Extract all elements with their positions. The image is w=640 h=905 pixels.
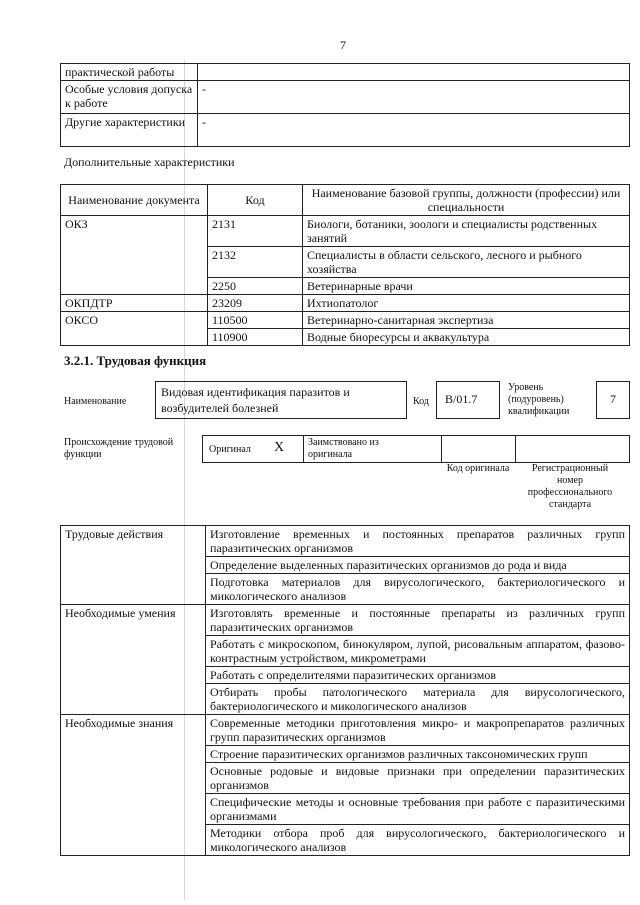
- table-row: [61, 715, 630, 746]
- code-original-caption: Код оригинала: [446, 463, 510, 474]
- page-number: 7: [340, 38, 346, 52]
- cell-code: 23209: [208, 295, 303, 312]
- additional-title: Дополнительные характеристики: [64, 155, 235, 169]
- row-value: [198, 64, 630, 81]
- header-doc: Наименование документа: [61, 185, 208, 216]
- function-name: Видовая идентификация паразитов и возбудителей болезней: [161, 385, 350, 415]
- cell-name: Биологи, ботаники, зоологи и специалисты родственных занятий: [303, 216, 630, 247]
- code-box: [436, 381, 500, 419]
- table-row: [61, 605, 630, 636]
- top-characteristics-table: [60, 63, 630, 147]
- cell-name: Ихтиопатолог: [303, 295, 630, 312]
- original-label: Оригинал: [209, 444, 251, 455]
- group-label: Необходимые умения: [61, 605, 206, 715]
- cell-name: Ветеринарные врачи: [303, 278, 630, 295]
- cell-name: Ветеринарно-санитарная экспертиза: [303, 312, 630, 329]
- table-row: [61, 312, 630, 329]
- cell-name: Водные биоресурсы и аквакультура: [303, 329, 630, 346]
- row-value: -: [198, 114, 630, 147]
- list-item: Работать с определителями паразитических организмов: [206, 667, 630, 684]
- table-row: [61, 114, 630, 147]
- header-name: Наименование базовой группы, должности (профессии) или специальности: [303, 185, 630, 216]
- level-label: Уровень (подуровень) квалификации: [508, 382, 570, 417]
- origin-box: [202, 435, 630, 463]
- function-name-box: [155, 381, 407, 419]
- list-item: Специфические методы и основные требования при работе с паразитическими организмами: [206, 794, 630, 825]
- table-row: [61, 216, 630, 247]
- table-row: [61, 81, 630, 114]
- list-item: Основные родовые и видовые признаки при определении паразитических организмов: [206, 763, 630, 794]
- list-item: Современные методики приготовления микро- и макропрепаратов различных групп паразитических организмов: [206, 715, 630, 746]
- cell-code: 2250: [208, 278, 303, 295]
- cell-doc: ОКЗ: [61, 216, 208, 295]
- cell-code: 110500: [208, 312, 303, 329]
- list-item: Определение выделенных паразитических организмов до рода и вида: [206, 557, 630, 574]
- row-label: Другие характеристики: [61, 114, 198, 147]
- list-item: Методики отбора проб для вирусологического, бактериологического и микологического анализов: [206, 825, 630, 856]
- origin-divider: [515, 436, 516, 462]
- row-value: -: [198, 81, 630, 114]
- borrowed-label: Заимствовано из оригинала: [308, 437, 379, 460]
- list-item: Изготовлять временные и постоянные препараты из различных групп паразитических организмов: [206, 605, 630, 636]
- origin-divider: [303, 436, 304, 462]
- original-mark: X: [274, 440, 285, 455]
- cell-code: 2132: [208, 247, 303, 278]
- table-header-row: [61, 185, 630, 216]
- section-title: 3.2.1. Трудовая функция: [64, 353, 207, 368]
- row-label: практической работы: [61, 64, 198, 81]
- group-label: Необходимые знания: [61, 715, 206, 856]
- list-item: Строение паразитических организмов различных таксономических групп: [206, 746, 630, 763]
- cell-code: 110900: [208, 329, 303, 346]
- level-value: 7: [610, 392, 616, 406]
- group-label: Трудовые действия: [61, 526, 206, 605]
- header-code: Код: [208, 185, 303, 216]
- cell-doc: ОКПДТР: [61, 295, 208, 312]
- list-item: Работать с микроскопом, бинокуляром, лупой, рисовальным аппаратом, фазово-контрастным устройством, микрометрами: [206, 636, 630, 667]
- reg-number-caption: Регистрационный номер профессионального стандарта: [527, 463, 613, 510]
- list-item: Изготовление временных и постоянных препаратов различных групп паразитических организмов: [206, 526, 630, 557]
- list-item: Отбирать пробы патологического материала для вирусологического, бактериологического и микологического анализов: [206, 684, 630, 715]
- additional-characteristics-table: [60, 184, 630, 346]
- origin-label: Происхождение трудовой функции: [64, 437, 174, 460]
- cell-code: 2131: [208, 216, 303, 247]
- name-label: Наименование: [64, 396, 127, 407]
- level-box: [596, 381, 630, 419]
- table-row: [61, 295, 630, 312]
- row-label: Особые условия допуска к работе: [61, 81, 198, 114]
- labor-function-table: [60, 525, 630, 856]
- cell-doc: ОКСО: [61, 312, 208, 346]
- cell-name: Специалисты в области сельского, лесного и рыбного хозяйства: [303, 247, 630, 278]
- list-item: Подготовка материалов для вирусологического, бактериологического и микологического анализов: [206, 574, 630, 605]
- origin-divider: [441, 436, 442, 462]
- code-value: B/01.7: [445, 392, 478, 406]
- code-label: Код: [413, 396, 429, 407]
- table-row: [61, 526, 630, 557]
- table-row: [61, 64, 630, 81]
